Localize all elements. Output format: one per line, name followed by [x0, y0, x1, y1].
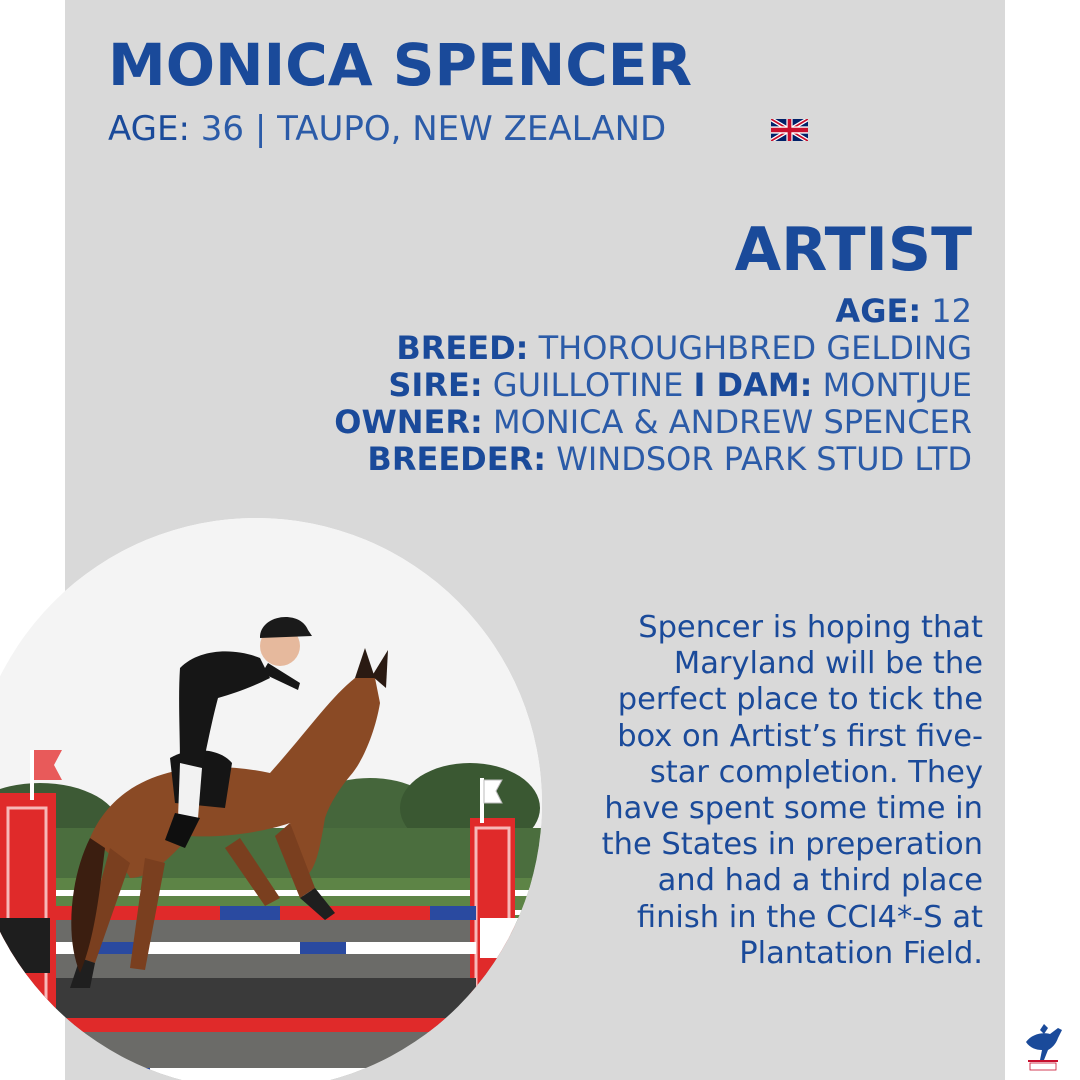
horse-facts	[172, 293, 972, 478]
horse-name: ARTIST	[734, 215, 972, 285]
fact-value: MONTJUE	[812, 366, 972, 404]
uk-flag-icon	[771, 119, 808, 141]
fact-value: 12	[921, 292, 972, 330]
fact-label: BREEDER:	[367, 440, 547, 478]
rider-age-label: AGE:	[108, 109, 190, 149]
fact-breed	[172, 330, 972, 367]
fact-value: WINDSOR PARK STUD LTD	[546, 440, 972, 478]
usea-logo-icon	[1018, 1020, 1070, 1072]
fact-owner	[172, 404, 972, 441]
fact-value: THOROUGHBRED GELDING	[528, 329, 972, 367]
fact-age	[172, 293, 972, 330]
fact-sire-dam	[172, 367, 972, 404]
fact-label: SIRE:	[388, 366, 483, 404]
fact-label: I DAM:	[693, 366, 813, 404]
fact-label: AGE:	[835, 292, 922, 330]
fact-breeder	[172, 441, 972, 478]
fact-value: MONICA & ANDREW SPENCER	[482, 403, 972, 441]
fact-value: GUILLOTINE	[482, 366, 694, 404]
rider-age-location: 36 | TAUPO, NEW ZEALAND	[200, 109, 667, 149]
fact-label: BREED:	[396, 329, 529, 367]
rider-info	[108, 109, 667, 149]
rider-name: MONICA SPENCER	[108, 31, 693, 99]
fact-label: OWNER:	[334, 403, 483, 441]
description-text: Spencer is hoping that Maryland will be the perfect place to tick the box on Artist’s first five-star completion. They have spent some time in the States in preperation and had a third place finish in the CCI4*-S at Plantation Field.	[601, 610, 983, 971]
